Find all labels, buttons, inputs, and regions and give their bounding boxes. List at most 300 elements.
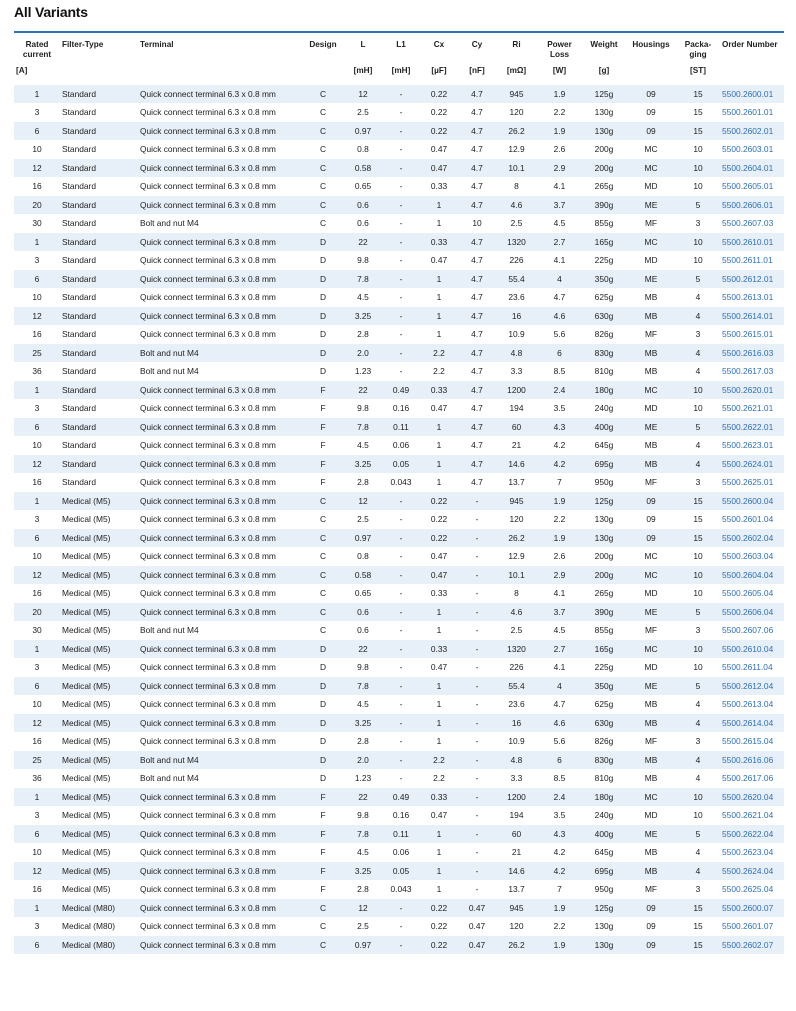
cell-l1: 0.043 [382, 473, 420, 492]
cell-weight: 625g [582, 288, 626, 307]
cell-l: 0.65 [344, 177, 382, 196]
cell-cx: 0.22 [420, 529, 458, 548]
cell-rated-current: 6 [14, 677, 60, 696]
cell-housings: MB [626, 843, 676, 862]
header-packaging: Packa-ging [684, 40, 712, 60]
cell-order-number[interactable]: 5500.2610.01 [720, 233, 784, 252]
cell-ri: 10.1 [496, 566, 537, 585]
cell-l1: 0.06 [382, 843, 420, 862]
cell-packaging: 15 [676, 510, 720, 529]
cell-terminal: Bolt and nut M4 [138, 214, 302, 233]
cell-packaging: 4 [676, 307, 720, 326]
header-housings: Housings [632, 40, 670, 49]
cell-order-number[interactable]: 5500.2600.07 [720, 899, 784, 918]
cell-housings: MD [626, 584, 676, 603]
cell-power-loss: 2.4 [537, 788, 582, 807]
unit-design [302, 66, 344, 85]
header-ri: Ri [512, 40, 521, 49]
cell-order-number[interactable]: 5500.2602.07 [720, 936, 784, 954]
cell-housings: MB [626, 455, 676, 474]
cell-order-number[interactable]: 5500.2623.01 [720, 436, 784, 455]
cell-housings: MB [626, 288, 676, 307]
table-row [14, 529, 784, 548]
table-row [14, 436, 784, 455]
cell-weight: 350g [582, 677, 626, 696]
cell-ri: 12.9 [496, 140, 537, 159]
cell-l: 7.8 [344, 677, 382, 696]
cell-rated-current: 36 [14, 362, 60, 381]
cell-order-number[interactable]: 5500.2624.04 [720, 862, 784, 881]
cell-rated-current: 3 [14, 251, 60, 270]
cell-housings: 09 [626, 85, 676, 104]
cell-ri: 120 [496, 103, 537, 122]
cell-design: F [302, 806, 344, 825]
cell-l1: - [382, 769, 420, 788]
cell-terminal: Quick connect terminal 6.3 x 0.8 mm [138, 85, 302, 104]
cell-l1: - [382, 529, 420, 548]
table-row [14, 196, 784, 215]
cell-order-number[interactable]: 5500.2622.01 [720, 418, 784, 437]
cell-terminal: Quick connect terminal 6.3 x 0.8 mm [138, 492, 302, 511]
unit-weight: [g] [598, 66, 610, 75]
cell-rated-current: 1 [14, 233, 60, 252]
cell-design: D [302, 658, 344, 677]
units-row [14, 66, 784, 85]
cell-order-number[interactable]: 5500.2617.03 [720, 362, 784, 381]
cell-terminal: Quick connect terminal 6.3 x 0.8 mm [138, 714, 302, 733]
cell-cx: 1 [420, 862, 458, 881]
cell-weight: 630g [582, 307, 626, 326]
unit-cy: [nF] [469, 66, 485, 75]
cell-cx: 0.22 [420, 122, 458, 141]
cell-power-loss: 4.7 [537, 695, 582, 714]
header-row [14, 37, 784, 66]
cell-l1: 0.16 [382, 399, 420, 418]
cell-power-loss: 4.2 [537, 436, 582, 455]
cell-terminal: Quick connect terminal 6.3 x 0.8 mm [138, 732, 302, 751]
cell-packaging: 10 [676, 584, 720, 603]
cell-packaging: 10 [676, 658, 720, 677]
cell-cy: - [458, 880, 496, 899]
cell-filter-type: Standard [60, 307, 138, 326]
cell-ri: 945 [496, 492, 537, 511]
cell-order-number[interactable]: 5500.2620.01 [720, 381, 784, 400]
cell-power-loss: 5.6 [537, 732, 582, 751]
cell-design: D [302, 714, 344, 733]
cell-weight: 810g [582, 362, 626, 381]
cell-order-number[interactable]: 5500.2601.07 [720, 917, 784, 936]
cell-rated-current: 1 [14, 85, 60, 104]
cell-weight: 130g [582, 122, 626, 141]
cell-cx: 1 [420, 288, 458, 307]
cell-terminal: Quick connect terminal 6.3 x 0.8 mm [138, 399, 302, 418]
cell-cy: - [458, 862, 496, 881]
cell-design: F [302, 788, 344, 807]
cell-rated-current: 12 [14, 307, 60, 326]
cell-order-number[interactable]: 5500.2604.01 [720, 159, 784, 178]
cell-filter-type: Medical (M5) [60, 843, 138, 862]
cell-order-number[interactable]: 5500.2600.01 [720, 85, 784, 104]
cell-filter-type: Medical (M5) [60, 714, 138, 733]
cell-packaging: 15 [676, 85, 720, 104]
cell-order-number[interactable]: 5500.2600.04 [720, 492, 784, 511]
cell-housings: MB [626, 307, 676, 326]
cell-design: F [302, 825, 344, 844]
cell-cy: 4.7 [458, 103, 496, 122]
cell-order-number[interactable]: 5500.2604.04 [720, 566, 784, 585]
cell-order-number[interactable]: 5500.2622.04 [720, 825, 784, 844]
cell-order-number[interactable]: 5500.2623.04 [720, 843, 784, 862]
cell-cy: - [458, 732, 496, 751]
table-row [14, 621, 784, 640]
cell-housings: 09 [626, 510, 676, 529]
table-row [14, 399, 784, 418]
cell-rated-current: 16 [14, 177, 60, 196]
cell-rated-current: 1 [14, 492, 60, 511]
cell-packaging: 4 [676, 362, 720, 381]
cell-power-loss: 4.2 [537, 862, 582, 881]
cell-power-loss: 2.6 [537, 140, 582, 159]
cell-cy: 4.7 [458, 159, 496, 178]
variants-table [14, 37, 784, 954]
table-row [14, 880, 784, 899]
cell-cy: - [458, 825, 496, 844]
cell-l1: - [382, 714, 420, 733]
cell-filter-type: Standard [60, 159, 138, 178]
cell-rated-current: 16 [14, 732, 60, 751]
cell-weight: 200g [582, 159, 626, 178]
cell-weight: 390g [582, 196, 626, 215]
cell-design: D [302, 751, 344, 770]
cell-terminal: Quick connect terminal 6.3 x 0.8 mm [138, 566, 302, 585]
cell-l1: - [382, 362, 420, 381]
cell-l: 22 [344, 788, 382, 807]
cell-weight: 400g [582, 825, 626, 844]
cell-cx: 0.33 [420, 381, 458, 400]
cell-weight: 830g [582, 751, 626, 770]
cell-order-number[interactable]: 5500.2610.04 [720, 640, 784, 659]
cell-terminal: Quick connect terminal 6.3 x 0.8 mm [138, 640, 302, 659]
table-row [14, 270, 784, 289]
cell-l1: - [382, 344, 420, 363]
cell-terminal: Quick connect terminal 6.3 x 0.8 mm [138, 307, 302, 326]
cell-cx: 2.2 [420, 344, 458, 363]
table-row [14, 603, 784, 622]
cell-cx: 0.22 [420, 899, 458, 918]
cell-order-number[interactable]: 5500.2607.06 [720, 621, 784, 640]
cell-l: 2.5 [344, 510, 382, 529]
cell-terminal: Quick connect terminal 6.3 x 0.8 mm [138, 806, 302, 825]
cell-filter-type: Medical (M5) [60, 880, 138, 899]
cell-housings: MB [626, 769, 676, 788]
cell-order-number[interactable]: 5500.2606.01 [720, 196, 784, 215]
cell-rated-current: 20 [14, 603, 60, 622]
cell-design: C [302, 196, 344, 215]
cell-order-number[interactable]: 5500.2616.03 [720, 344, 784, 363]
cell-ri: 10.1 [496, 159, 537, 178]
cell-power-loss: 1.9 [537, 85, 582, 104]
cell-power-loss: 1.9 [537, 122, 582, 141]
cell-cx: 0.47 [420, 566, 458, 585]
table-row [14, 251, 784, 270]
table-row [14, 473, 784, 492]
cell-weight: 950g [582, 473, 626, 492]
cell-terminal: Quick connect terminal 6.3 x 0.8 mm [138, 103, 302, 122]
cell-design: F [302, 473, 344, 492]
cell-design: C [302, 936, 344, 954]
cell-cy: 4.7 [458, 177, 496, 196]
cell-design: C [302, 566, 344, 585]
cell-design: F [302, 381, 344, 400]
cell-ri: 1200 [496, 788, 537, 807]
cell-terminal: Quick connect terminal 6.3 x 0.8 mm [138, 325, 302, 344]
cell-terminal: Quick connect terminal 6.3 x 0.8 mm [138, 584, 302, 603]
cell-weight: 130g [582, 103, 626, 122]
table-row [14, 899, 784, 918]
cell-cx: 2.2 [420, 362, 458, 381]
cell-cy: 4.7 [458, 307, 496, 326]
cell-order-number[interactable]: 5500.2607.03 [720, 214, 784, 233]
cell-design: C [302, 85, 344, 104]
cell-packaging: 10 [676, 177, 720, 196]
cell-order-number[interactable]: 5500.2612.04 [720, 677, 784, 696]
cell-rated-current: 1 [14, 788, 60, 807]
cell-cx: 1 [420, 621, 458, 640]
cell-power-loss: 2.6 [537, 547, 582, 566]
cell-l: 3.25 [344, 714, 382, 733]
cell-weight: 225g [582, 658, 626, 677]
cell-rated-current: 12 [14, 862, 60, 881]
cell-power-loss: 6 [537, 344, 582, 363]
cell-order-number[interactable]: 5500.2602.04 [720, 529, 784, 548]
cell-housings: MC [626, 566, 676, 585]
cell-order-number[interactable]: 5500.2605.01 [720, 177, 784, 196]
cell-order-number[interactable]: 5500.2615.04 [720, 732, 784, 751]
cell-rated-current: 16 [14, 584, 60, 603]
cell-packaging: 5 [676, 418, 720, 437]
table-row [14, 806, 784, 825]
table-row [14, 177, 784, 196]
cell-power-loss: 7 [537, 473, 582, 492]
cell-cx: 1 [420, 603, 458, 622]
header-order-number: Order Number [722, 40, 778, 49]
cell-order-number[interactable]: 5500.2613.01 [720, 288, 784, 307]
cell-terminal: Quick connect terminal 6.3 x 0.8 mm [138, 418, 302, 437]
header-cy: Cy [471, 40, 483, 49]
cell-design: D [302, 251, 344, 270]
cell-rated-current: 1 [14, 381, 60, 400]
cell-weight: 165g [582, 640, 626, 659]
cell-packaging: 4 [676, 843, 720, 862]
table-row [14, 732, 784, 751]
cell-packaging: 4 [676, 288, 720, 307]
cell-order-number[interactable]: 5500.2615.01 [720, 325, 784, 344]
table-row [14, 751, 784, 770]
cell-design: C [302, 899, 344, 918]
cell-rated-current: 30 [14, 621, 60, 640]
cell-l1: - [382, 233, 420, 252]
cell-filter-type: Medical (M5) [60, 751, 138, 770]
cell-l1: - [382, 621, 420, 640]
cell-order-number[interactable]: 5500.2616.06 [720, 751, 784, 770]
cell-ri: 8 [496, 584, 537, 603]
cell-l: 2.0 [344, 344, 382, 363]
cell-rated-current: 12 [14, 455, 60, 474]
cell-l1: - [382, 936, 420, 954]
cell-terminal: Quick connect terminal 6.3 x 0.8 mm [138, 140, 302, 159]
table-row [14, 510, 784, 529]
cell-cx: 0.47 [420, 806, 458, 825]
cell-filter-type: Medical (M5) [60, 788, 138, 807]
cell-weight: 645g [582, 436, 626, 455]
cell-cy: 4.7 [458, 399, 496, 418]
cell-weight: 240g [582, 806, 626, 825]
cell-l1: - [382, 603, 420, 622]
cell-cx: 0.47 [420, 547, 458, 566]
cell-order-number[interactable]: 5500.2614.01 [720, 307, 784, 326]
cell-rated-current: 6 [14, 529, 60, 548]
cell-design: C [302, 159, 344, 178]
cell-l: 22 [344, 233, 382, 252]
cell-design: C [302, 103, 344, 122]
cell-order-number[interactable]: 5500.2603.04 [720, 547, 784, 566]
cell-order-number[interactable]: 5500.2611.04 [720, 658, 784, 677]
cell-power-loss: 4.1 [537, 251, 582, 270]
cell-power-loss: 4.1 [537, 177, 582, 196]
cell-ri: 10.9 [496, 325, 537, 344]
cell-l1: - [382, 270, 420, 289]
cell-order-number[interactable]: 5500.2611.01 [720, 251, 784, 270]
cell-weight: 645g [582, 843, 626, 862]
header-weight: Weight [590, 40, 618, 49]
table-row [14, 917, 784, 936]
cell-terminal: Quick connect terminal 6.3 x 0.8 mm [138, 436, 302, 455]
cell-filter-type: Standard [60, 362, 138, 381]
cell-filter-type: Standard [60, 214, 138, 233]
cell-terminal: Quick connect terminal 6.3 x 0.8 mm [138, 196, 302, 215]
cell-order-number[interactable]: 5500.2612.01 [720, 270, 784, 289]
cell-ri: 26.2 [496, 529, 537, 548]
unit-l: [mH] [353, 66, 373, 75]
cell-ri: 4.6 [496, 196, 537, 215]
cell-weight: 695g [582, 862, 626, 881]
cell-terminal: Quick connect terminal 6.3 x 0.8 mm [138, 603, 302, 622]
cell-order-number[interactable]: 5500.2621.01 [720, 399, 784, 418]
cell-ri: 23.6 [496, 288, 537, 307]
cell-order-number[interactable]: 5500.2617.06 [720, 769, 784, 788]
cell-design: C [302, 122, 344, 141]
cell-order-number[interactable]: 5500.2601.01 [720, 103, 784, 122]
cell-order-number[interactable]: 5500.2625.01 [720, 473, 784, 492]
cell-terminal: Quick connect terminal 6.3 x 0.8 mm [138, 510, 302, 529]
cell-housings: MD [626, 658, 676, 677]
cell-order-number[interactable]: 5500.2613.04 [720, 695, 784, 714]
cell-cx: 1 [420, 455, 458, 474]
cell-order-number[interactable]: 5500.2621.04 [720, 806, 784, 825]
cell-power-loss: 7 [537, 880, 582, 899]
cell-cx: 0.33 [420, 584, 458, 603]
cell-cx: 0.33 [420, 233, 458, 252]
cell-order-number[interactable]: 5500.2603.01 [720, 140, 784, 159]
cell-filter-type: Standard [60, 122, 138, 141]
cell-cx: 0.33 [420, 640, 458, 659]
cell-l1: - [382, 695, 420, 714]
cell-housings: ME [626, 825, 676, 844]
unit-housings [626, 66, 676, 85]
cell-ri: 23.6 [496, 695, 537, 714]
cell-packaging: 15 [676, 899, 720, 918]
cell-rated-current: 25 [14, 751, 60, 770]
cell-order-number[interactable]: 5500.2602.01 [720, 122, 784, 141]
cell-cy: - [458, 621, 496, 640]
cell-order-number[interactable]: 5500.2624.01 [720, 455, 784, 474]
cell-filter-type: Standard [60, 288, 138, 307]
cell-order-number[interactable]: 5500.2625.04 [720, 880, 784, 899]
cell-cy: - [458, 640, 496, 659]
title-divider [14, 31, 784, 33]
cell-housings: 09 [626, 492, 676, 511]
cell-order-number[interactable]: 5500.2620.04 [720, 788, 784, 807]
cell-power-loss: 8.5 [537, 362, 582, 381]
cell-weight: 855g [582, 621, 626, 640]
cell-filter-type: Medical (M5) [60, 584, 138, 603]
cell-design: D [302, 695, 344, 714]
cell-packaging: 3 [676, 621, 720, 640]
cell-power-loss: 1.9 [537, 899, 582, 918]
cell-terminal: Quick connect terminal 6.3 x 0.8 mm [138, 288, 302, 307]
cell-ri: 194 [496, 806, 537, 825]
cell-rated-current: 30 [14, 214, 60, 233]
cell-terminal: Quick connect terminal 6.3 x 0.8 mm [138, 936, 302, 954]
cell-terminal: Quick connect terminal 6.3 x 0.8 mm [138, 122, 302, 141]
cell-weight: 125g [582, 85, 626, 104]
cell-ri: 26.2 [496, 936, 537, 954]
cell-l: 0.6 [344, 603, 382, 622]
cell-order-number[interactable]: 5500.2601.04 [720, 510, 784, 529]
cell-power-loss: 2.2 [537, 510, 582, 529]
cell-housings: ME [626, 418, 676, 437]
cell-design: F [302, 436, 344, 455]
cell-l: 4.5 [344, 288, 382, 307]
cell-l: 1.23 [344, 362, 382, 381]
cell-cx: 1 [420, 325, 458, 344]
cell-packaging: 15 [676, 492, 720, 511]
cell-ri: 10.9 [496, 732, 537, 751]
cell-rated-current: 3 [14, 103, 60, 122]
cell-rated-current: 6 [14, 122, 60, 141]
cell-cy: - [458, 658, 496, 677]
cell-packaging: 15 [676, 917, 720, 936]
cell-packaging: 10 [676, 788, 720, 807]
cell-terminal: Bolt and nut M4 [138, 751, 302, 770]
cell-design: C [302, 214, 344, 233]
cell-cx: 0.22 [420, 510, 458, 529]
cell-order-number[interactable]: 5500.2605.04 [720, 584, 784, 603]
cell-order-number[interactable]: 5500.2614.04 [720, 714, 784, 733]
cell-design: C [302, 140, 344, 159]
cell-order-number[interactable]: 5500.2606.04 [720, 603, 784, 622]
unit-order-number [720, 66, 784, 85]
cell-filter-type: Medical (M5) [60, 547, 138, 566]
cell-filter-type: Medical (M80) [60, 936, 138, 954]
cell-l: 2.5 [344, 917, 382, 936]
cell-l1: - [382, 103, 420, 122]
cell-ri: 194 [496, 399, 537, 418]
cell-terminal: Quick connect terminal 6.3 x 0.8 mm [138, 473, 302, 492]
cell-power-loss: 4.1 [537, 658, 582, 677]
cell-design: F [302, 843, 344, 862]
cell-rated-current: 10 [14, 436, 60, 455]
